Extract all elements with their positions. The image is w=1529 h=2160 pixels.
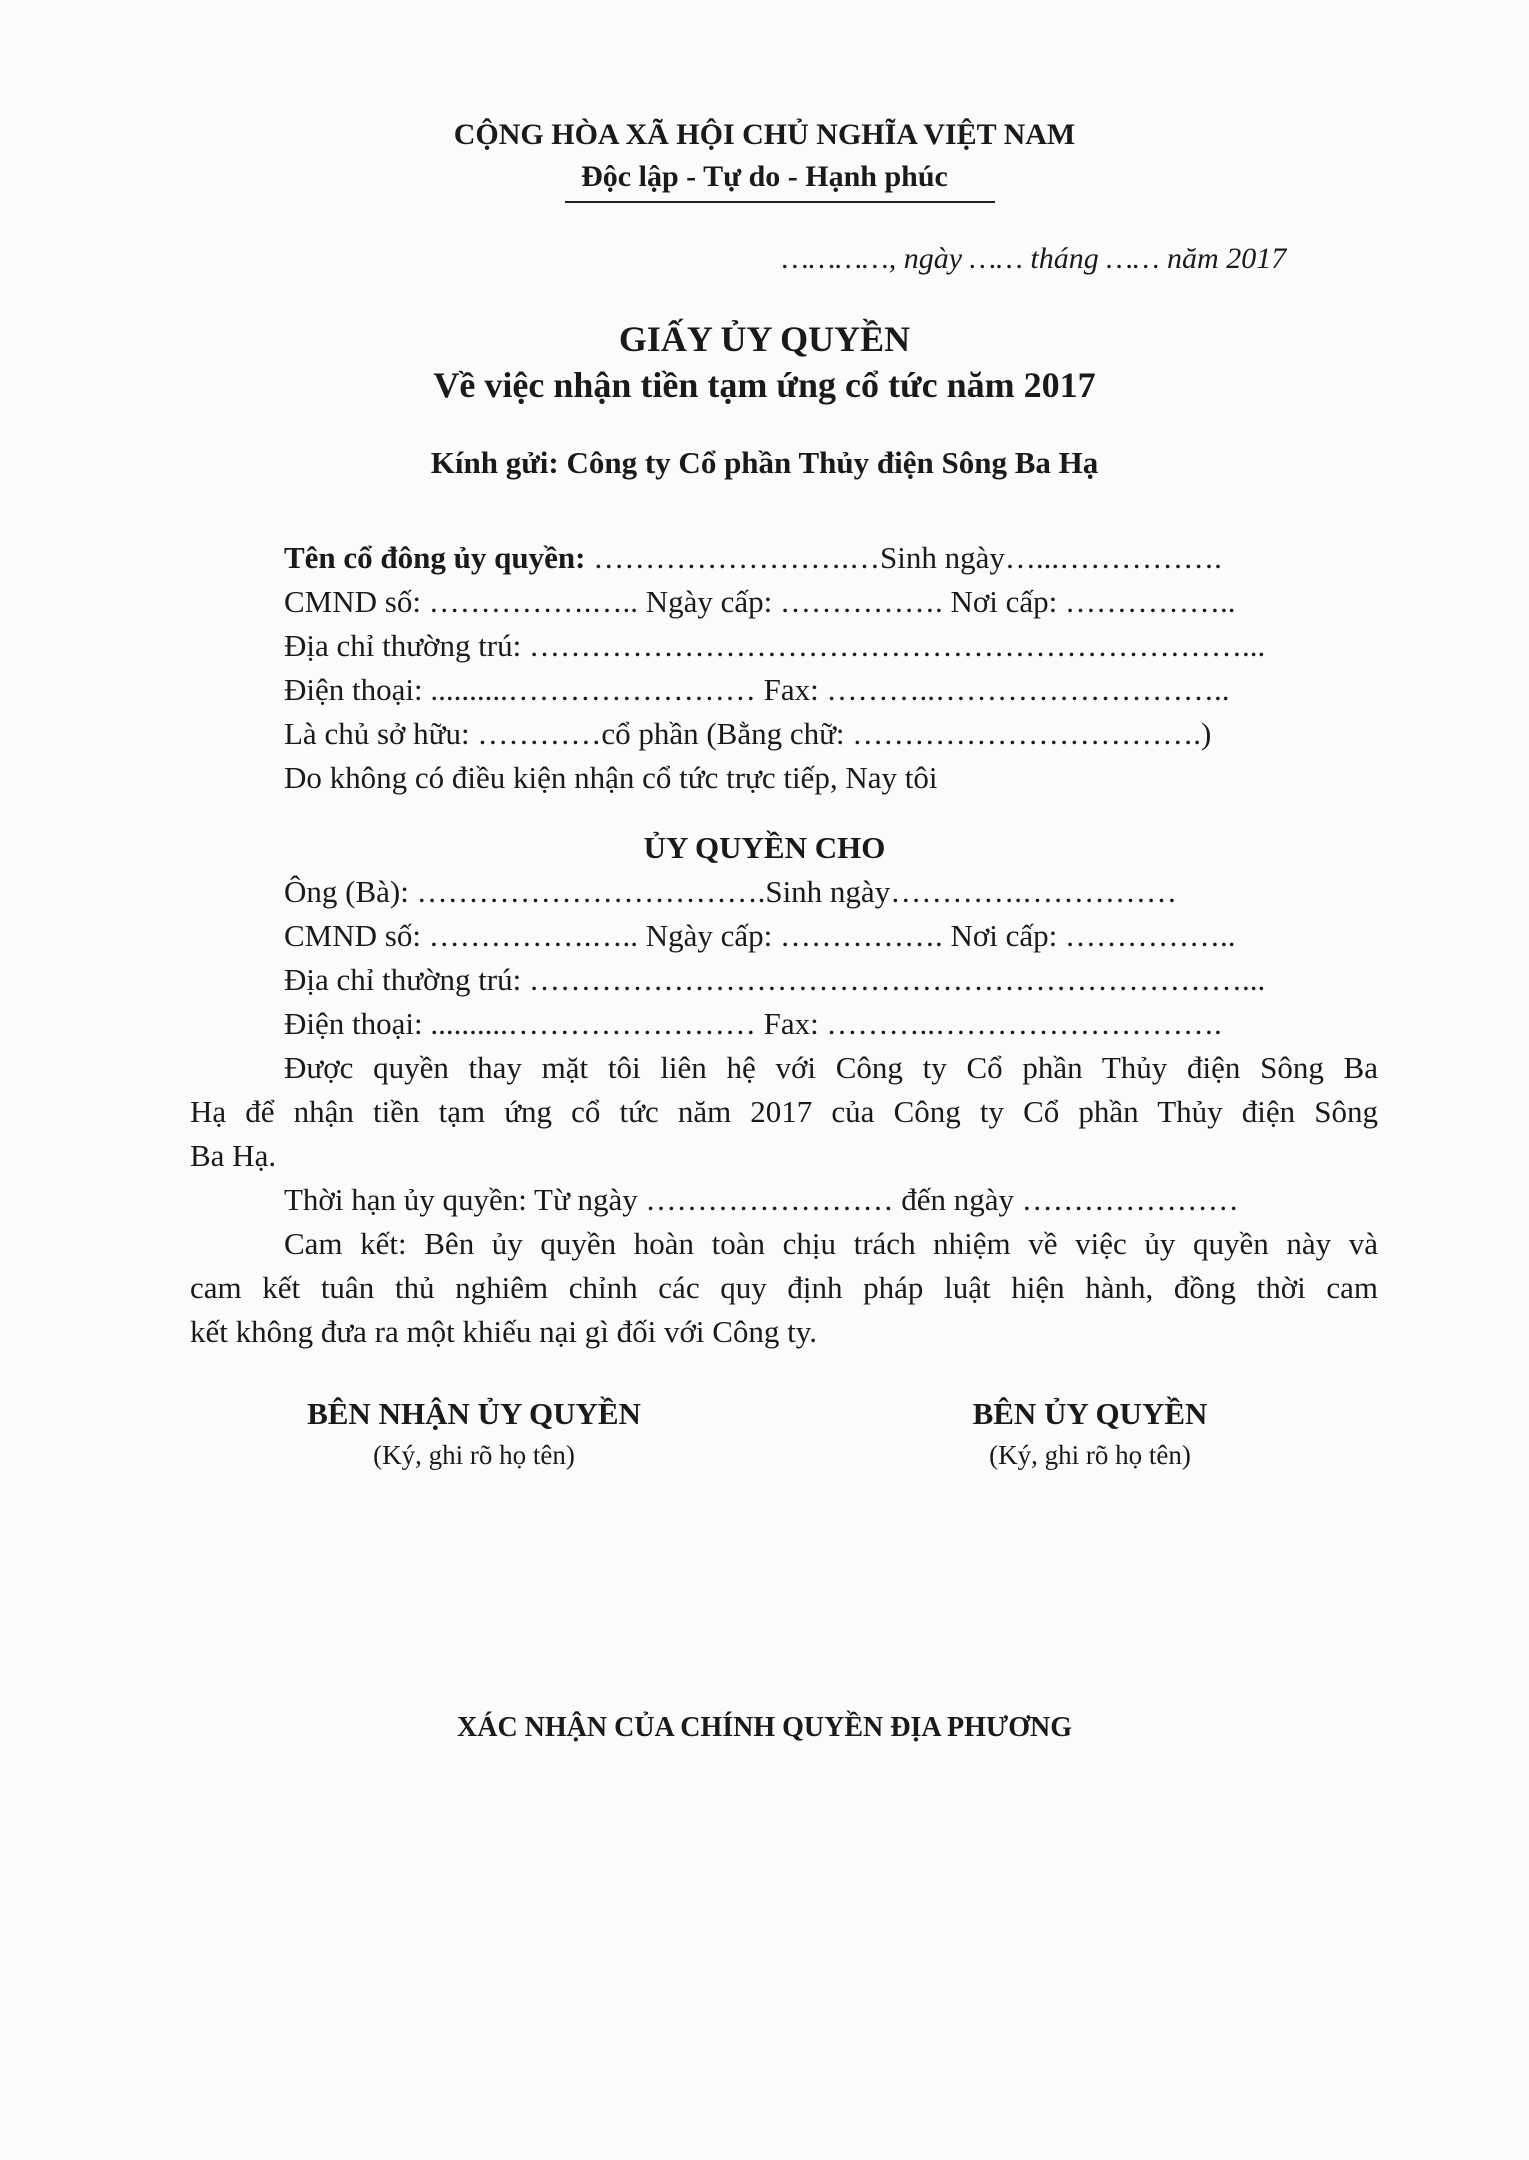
grantee-phone-line: Điện thoại: ..........…………………… Fax: ………..………………………. <box>284 1006 1222 1041</box>
local-authority-confirmation: XÁC NHẬN CỦA CHÍNH QUYỀN ĐỊA PHƯƠNG <box>457 1712 1072 1743</box>
authorization-term-line: Thời hạn ủy quyền: Từ ngày …………………… đến ngày ………………… <box>284 1182 1239 1217</box>
motto-underline <box>565 201 995 203</box>
grantee-heading: ỦY QUYỀN CHO <box>643 830 886 865</box>
commitment-line-1: Cam kết: Bên ủy quyền hoàn toàn chịu trách nhiệm về việc ủy quyền này và <box>284 1226 1378 1261</box>
grantor-name-line <box>284 540 1222 576</box>
authorization-paragraph-line-3: Ba Hạ. <box>190 1138 277 1173</box>
grantor-id-line: CMND số: …………….….. Ngày cấp: ……………. Nơi cấp: …………….. <box>284 584 1236 619</box>
grantor-name-label: Tên cổ đông ủy quyền: <box>284 540 586 575</box>
grantor-name-fill: …………………….…Sinh ngày…...……………. <box>585 540 1222 575</box>
commitment-line-3: kết không đưa ra một khiếu nại gì đối với Công ty. <box>190 1314 817 1349</box>
addressee: Kính gửi: Công ty Cổ phần Thủy điện Sông Ba Hạ <box>430 445 1099 480</box>
grantor-ownership-line: Là chủ sở hữu: …………cổ phần (Bằng chữ: …………………………….) <box>284 716 1212 751</box>
authorization-paragraph-line-1: Được quyền thay mặt tôi liên hệ với Công ty Cổ phần Thủy điện Sông Ba <box>284 1050 1378 1085</box>
grantee-signature-note: (Ký, ghi rõ họ tên) <box>373 1440 575 1470</box>
grantor-phone-line: Điện thoại: ..........…………………… Fax: ………..……………………….. <box>284 672 1230 707</box>
document-title: GIẤY ỦY QUYỀN <box>618 319 911 359</box>
grantee-name-line: Ông (Bà): …………………………….Sinh ngày………….…………… <box>284 874 1177 909</box>
grantor-signature-note: (Ký, ghi rõ họ tên) <box>989 1440 1191 1470</box>
grantee-id-line: CMND số: …………….….. Ngày cấp: ……………. Nơi cấp: …………….. <box>284 918 1236 953</box>
motto: Độc lập - Tự do - Hạnh phúc <box>581 160 948 193</box>
nation-heading: CỘNG HÒA XÃ HỘI CHỦ NGHĨA VIỆT NAM <box>453 118 1076 151</box>
grantee-signature-title: BÊN NHẬN ỦY QUYỀN <box>307 1396 641 1431</box>
commitment-line-2: cam kết tuân thủ nghiêm chỉnh các quy định pháp luật hiện hành, đồng thời cam <box>190 1270 1378 1305</box>
grantee-address-line: Địa chỉ thường trú: ……………………………………………………………... <box>284 962 1266 997</box>
dateline: …………, ngày …… tháng …… năm 2017 <box>782 242 1287 275</box>
document-subtitle: Về việc nhận tiền tạm ứng cổ tức năm 2017 <box>433 365 1096 405</box>
grantor-address-line: Địa chỉ thường trú: ……………………………………………………………... <box>284 628 1266 663</box>
grantor-reason-line: Do không có điều kiện nhận cổ tức trực tiếp, Nay tôi <box>284 760 938 795</box>
grantor-signature-title: BÊN ỦY QUYỀN <box>972 1396 1208 1431</box>
authorization-paragraph-line-2: Hạ để nhận tiền tạm ứng cổ tức năm 2017 của Công ty Cổ phần Thủy điện Sông <box>190 1094 1378 1129</box>
